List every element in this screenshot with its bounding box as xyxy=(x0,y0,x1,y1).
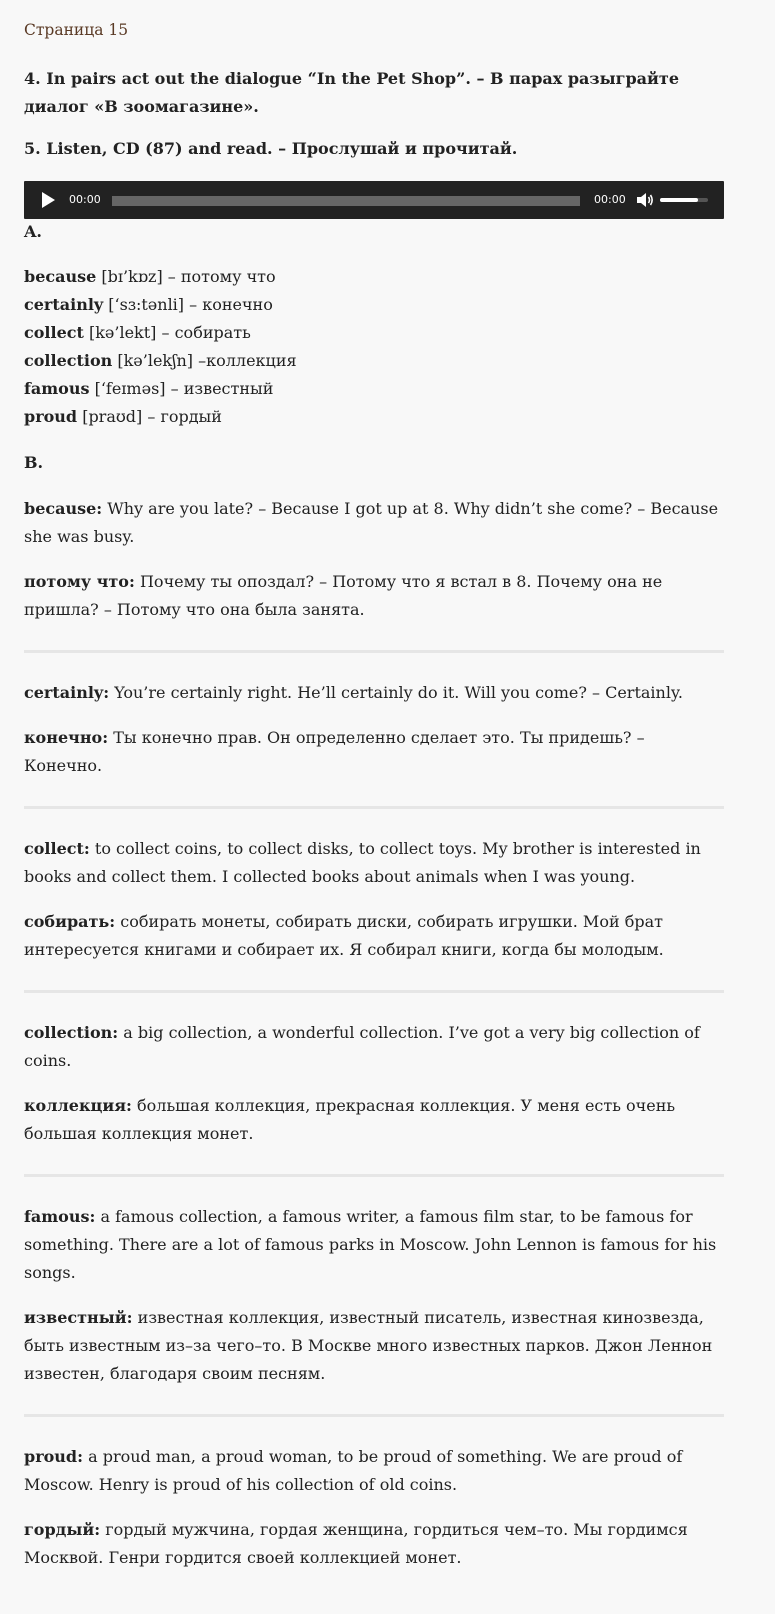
volume-icon[interactable] xyxy=(635,190,655,210)
usage-examples xyxy=(24,495,724,1589)
vocab-word: collection xyxy=(24,351,113,370)
play-icon[interactable] xyxy=(38,190,58,210)
usage-entry xyxy=(24,1019,724,1177)
volume-slider[interactable] xyxy=(660,198,708,202)
usage-entry xyxy=(24,1443,724,1572)
en-term: because: xyxy=(24,499,103,518)
ru-term: потому что: xyxy=(24,572,135,591)
vocab-item xyxy=(24,291,724,319)
vocab-word: proud xyxy=(24,407,78,426)
ru-example xyxy=(24,568,724,624)
ru-text: большая коллекция, прекрасная коллекция. У меня есть очень большая коллекция монет. xyxy=(24,1096,676,1143)
section-b-label: B. xyxy=(24,453,44,472)
en-term: famous: xyxy=(24,1207,96,1226)
ru-example xyxy=(24,1092,724,1148)
ru-text: известная коллекция, известный писатель, известная кинозвезда, быть известным из–за чего–то. В Москве много известных парков. Джон Леннон известен, благодаря своим песням. xyxy=(24,1308,713,1383)
vocab-definition: [kə’lekt] – собирать xyxy=(83,323,251,342)
en-example xyxy=(24,679,724,707)
vocab-word: certainly xyxy=(24,295,104,314)
ru-example xyxy=(24,908,724,964)
en-text: a proud man, a proud woman, to be proud of something. We are proud of Moscow. Henry is proud of his collection of old coins. xyxy=(24,1447,683,1494)
ru-example xyxy=(24,1516,724,1572)
ru-text: Ты конечно прав. Он определенно сделает это. Ты придешь? – Конечно. xyxy=(24,728,645,775)
en-text: a big collection, a wonderful collection. I’ve got a very big collection of coins. xyxy=(24,1023,700,1070)
usage-entry xyxy=(24,1203,724,1417)
vocab-item xyxy=(24,319,724,347)
vocab-definition: [bɪ’kɒz] – потому что xyxy=(96,267,276,286)
ru-term: гордый: xyxy=(24,1520,101,1539)
en-text: to collect coins, to collect disks, to collect toys. My brother is interested in books and collect them. I collected books about animals when I was young. xyxy=(24,839,701,886)
usage-entry xyxy=(24,495,724,653)
vocab-definition: [kə’lekʃn] –коллекция xyxy=(112,351,297,370)
en-term: proud: xyxy=(24,1447,84,1466)
divider xyxy=(24,990,724,993)
ru-term: конечно: xyxy=(24,728,109,747)
en-term: certainly: xyxy=(24,683,110,702)
volume-level xyxy=(660,198,698,202)
task-4-heading: 4. In pairs act out the dialogue “In the Pet Shop”. – В парах разыграйте диалог «В зоомагазине». xyxy=(24,69,679,116)
audio-player xyxy=(24,181,724,219)
vocab-definition: [‘feɪməs] – известный xyxy=(89,379,274,398)
section-a-label: A. xyxy=(24,222,42,241)
ru-text: Почему ты опоздал? – Потому что я встал в 8. Почему она не пришла? – Потому что она была занята. xyxy=(24,572,663,619)
vocab-item xyxy=(24,263,724,291)
ru-example xyxy=(24,724,724,780)
vocab-word: famous xyxy=(24,379,90,398)
duration: 00:00 xyxy=(594,193,626,206)
usage-entry xyxy=(24,835,724,993)
divider xyxy=(24,1414,724,1417)
ru-text: собирать монеты, собирать диски, собирать игрушки. Мой брат интересуется книгами и собирает их. Я собирал книги, когда бы молодым. xyxy=(24,912,664,959)
en-text: Why are you late? – Because I got up at 8. Why didn’t she come? – Because she was busy. xyxy=(24,499,719,546)
en-example xyxy=(24,495,724,551)
divider xyxy=(24,806,724,809)
divider xyxy=(24,1174,724,1177)
vocab-item xyxy=(24,375,724,403)
ru-example xyxy=(24,1304,724,1388)
en-example xyxy=(24,835,724,891)
ru-term: собирать: xyxy=(24,912,116,931)
en-text: a famous collection, a famous writer, a famous film star, to be famous for something. There are a lot of famous parks in Moscow. John Lennon is famous for his songs. xyxy=(24,1207,717,1282)
en-example xyxy=(24,1443,724,1499)
task-5-heading: 5. Listen, CD (87) and read. – Прослушай и прочитай. xyxy=(24,139,518,158)
en-term: collection: xyxy=(24,1023,119,1042)
en-text: You’re certainly right. He’ll certainly do it. Will you come? – Certainly. xyxy=(109,683,683,702)
en-example xyxy=(24,1203,724,1287)
page-label: Страница 15 xyxy=(24,21,129,39)
vocabulary-list xyxy=(24,263,724,431)
vocab-definition: [praʊd] – гордый xyxy=(77,407,222,426)
vocab-word: collect xyxy=(24,323,84,342)
progress-bar[interactable] xyxy=(112,196,580,206)
en-term: collect: xyxy=(24,839,90,858)
ru-term: известный: xyxy=(24,1308,133,1327)
vocab-item xyxy=(24,403,724,431)
divider xyxy=(24,650,724,653)
usage-entry xyxy=(24,679,724,809)
ru-term: коллекция: xyxy=(24,1096,132,1115)
en-example xyxy=(24,1019,724,1075)
ru-text: гордый мужчина, гордая женщина, гордиться чем–то. Мы гордимся Москвой. Генри гордится своей коллекцией монет. xyxy=(24,1520,688,1567)
vocab-word: because xyxy=(24,267,97,286)
current-time: 00:00 xyxy=(69,193,101,206)
vocab-item xyxy=(24,347,724,375)
vocab-definition: [‘sɜ:tənli] – конечно xyxy=(103,295,273,314)
